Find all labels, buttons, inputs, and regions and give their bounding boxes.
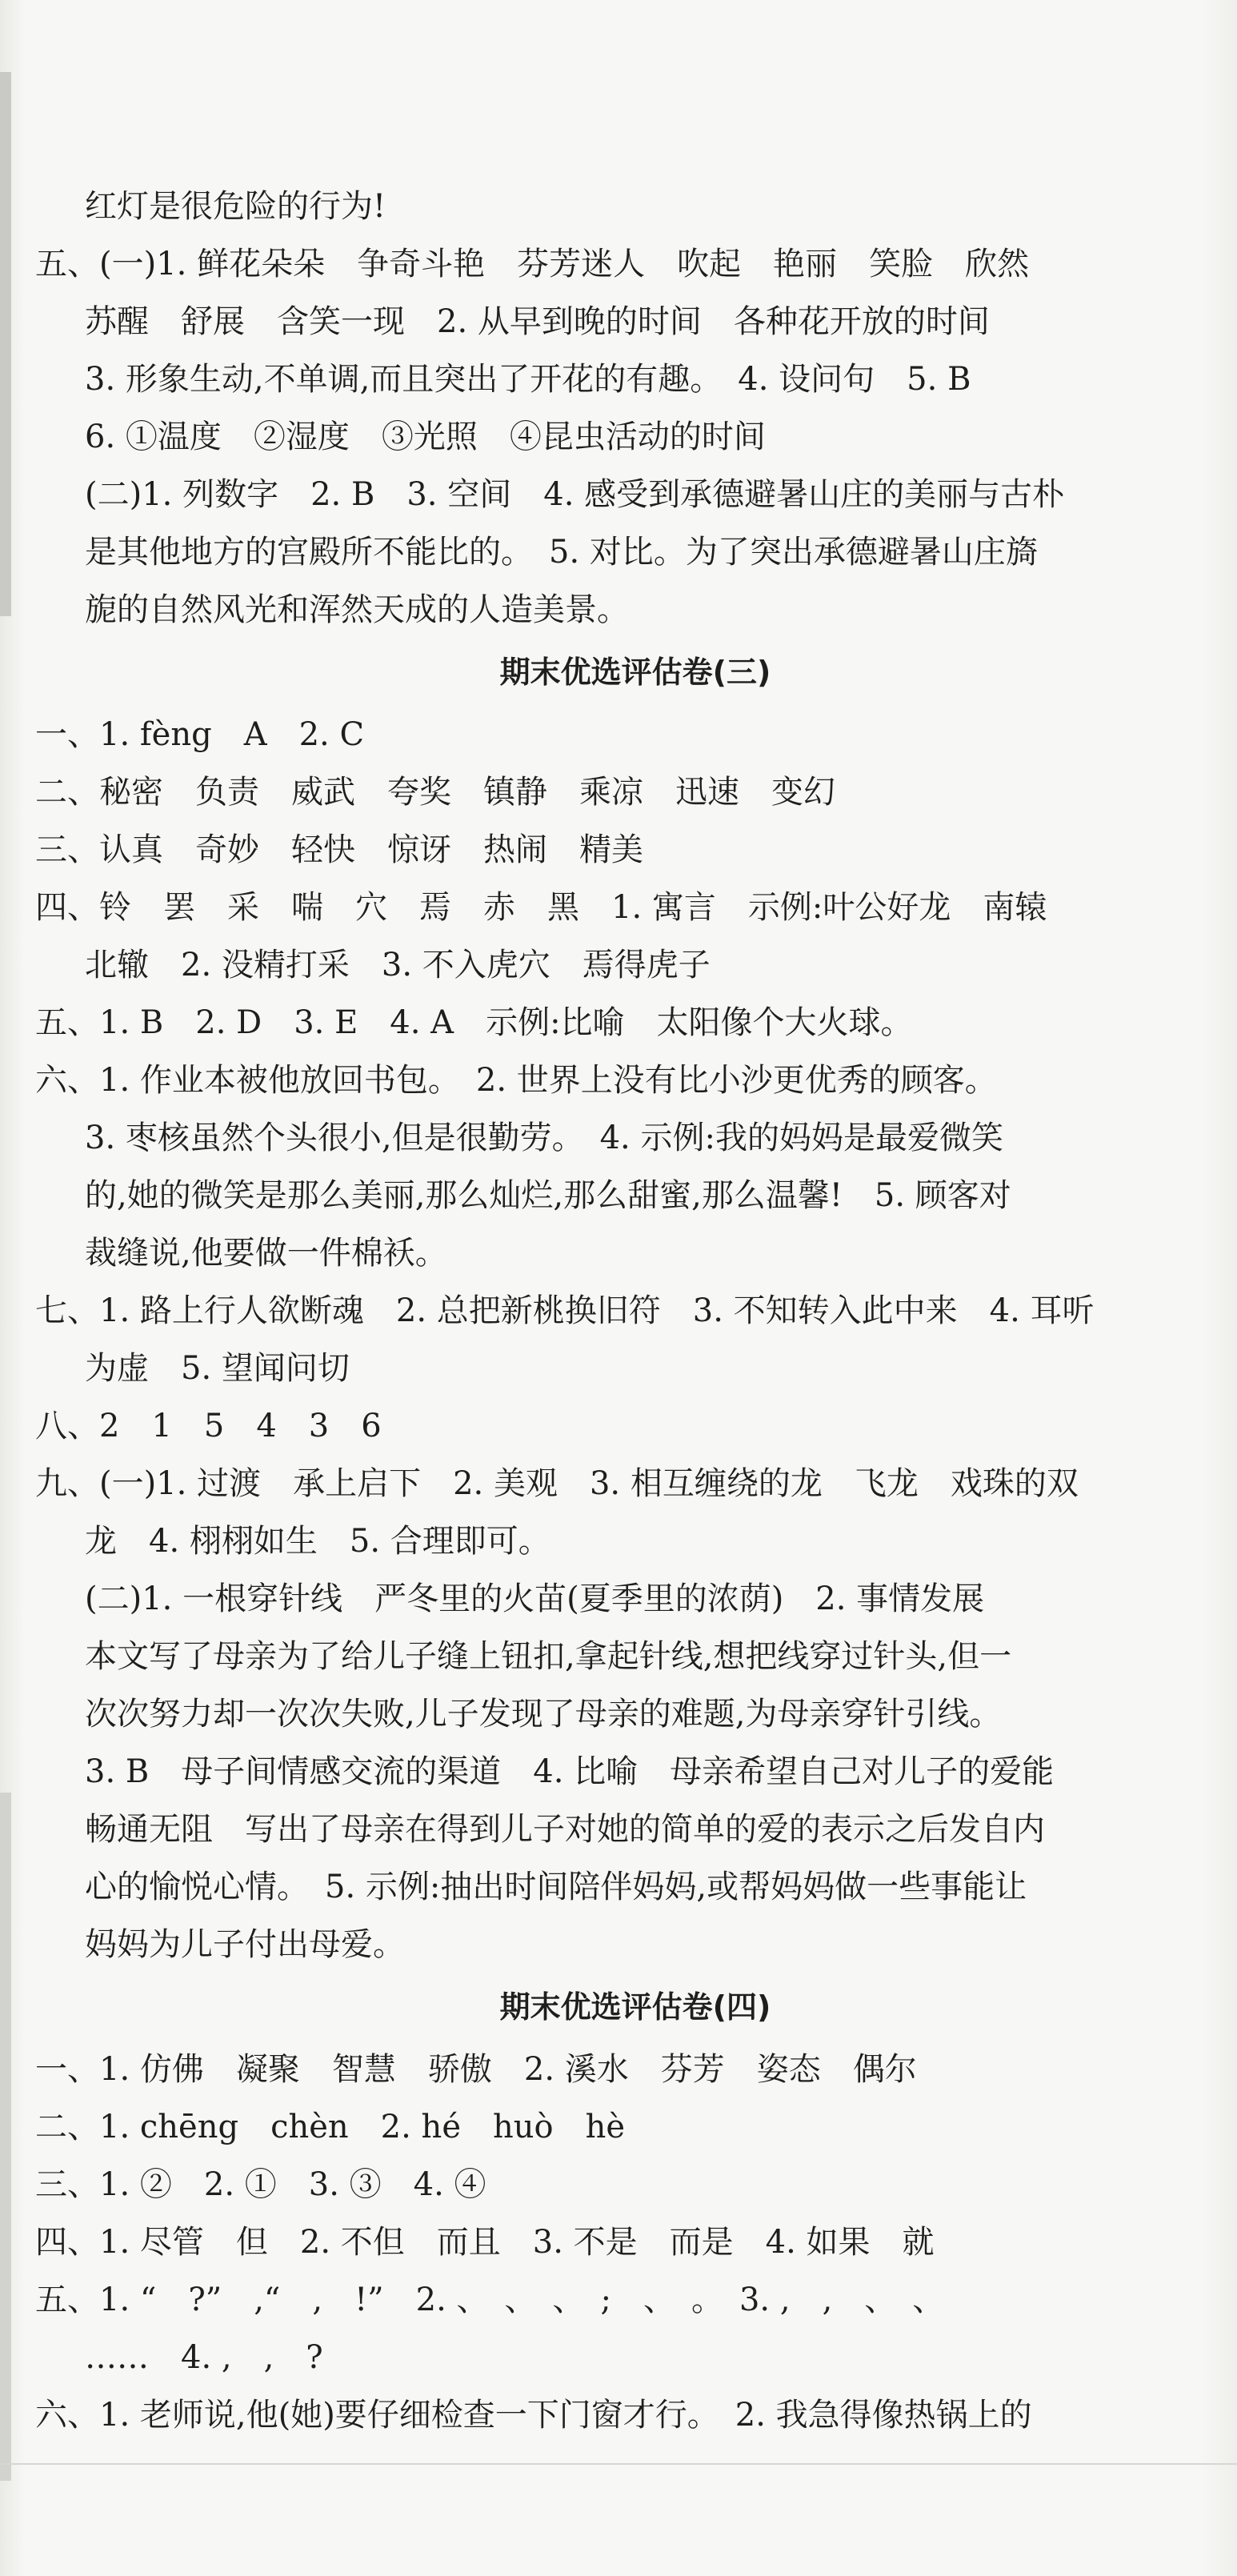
- answer-line: 四、1. 尽管 但 2. 不但 而且 3. 不是 而是 4. 如果 就: [35, 2224, 935, 2261]
- answer-line: 3. B 母子间情感交流的渠道 4. 比喻 母亲希望自己对儿子的爱能: [85, 1753, 1055, 1790]
- answer-line: 苏醒 舒展 含笑一现 2. 从早到晚的时间 各种花开放的时间: [85, 303, 990, 340]
- section-title: 期末优选评估卷(三): [499, 655, 771, 690]
- answer-line: 三、认真 奇妙 轻快 惊讶 热闹 精美: [35, 831, 643, 868]
- answer-line: …… 4. , , ?: [85, 2339, 323, 2376]
- page-edge-shadow: [0, 1793, 11, 2481]
- answer-line: 五、1. “ ?” ,“ , !” 2. 、 、 、 ; 、 。 3. , , 、 、: [35, 2282, 945, 2318]
- answer-line: 七、1. 路上行人欲断魂 2. 总把新桃换旧符 3. 不知转入此中来 4. 耳听: [35, 1292, 1095, 1329]
- answer-line: 本文写了母亲为了给儿子缝上钮扣,拿起针线,想把线穿过针头,但一: [85, 1638, 1012, 1675]
- answer-line: 妈妈为儿子付出母爱。: [85, 1926, 405, 1963]
- answer-line: 四、铃 罢 采 喘 穴 焉 赤 黑 1. 寓言 示例:叶公好龙 南辕: [35, 889, 1047, 926]
- answer-line: 畅通无阻 写出了母亲在得到儿子对她的简单的爱的表示之后发自内: [85, 1811, 1045, 1848]
- answer-line: 六、1. 老师说,他(她)要仔细检查一下门窗才行。 2. 我急得像热锅上的: [35, 2397, 1032, 2434]
- answer-line: (二)1. 列数字 2. B 3. 空间 4. 感受到承德避暑山庄的美丽与古朴: [85, 476, 1065, 513]
- answer-line: 心的愉悦心情。 5. 示例:抽出时间陪伴妈妈,或帮妈妈做一些事能让: [85, 1869, 1027, 1905]
- answer-line: 五、(一)1. 鲜花朵朵 争奇斗艳 芬芳迷人 吹起 艳丽 笑脸 欣然: [35, 246, 1030, 282]
- answer-line: 龙 4. 栩栩如生 5. 合理即可。: [85, 1523, 550, 1560]
- answer-line: 的,她的微笑是那么美丽,那么灿烂,那么甜蜜,那么温馨! 5. 顾客对: [85, 1177, 1011, 1214]
- answer-line: 五、1. B 2. D 3. E 4. A 示例:比喻 太阳像个大火球。: [35, 1004, 913, 1041]
- answer-line: 北辙 2. 没精打采 3. 不入虎穴 焉得虎子: [85, 947, 711, 984]
- page-edge-shadow: [0, 72, 11, 616]
- answer-line: 红灯是很危险的行为!: [85, 188, 386, 225]
- answer-line: 三、1. ② 2. ① 3. ③ 4. ④: [35, 2166, 486, 2203]
- answer-line: 6. ①温度 ②湿度 ③光照 ④昆虫活动的时间: [85, 419, 766, 455]
- section-title: 期末优选评估卷(四): [499, 1989, 771, 2025]
- answer-line: 裁缝说,他要做一件棉袄。: [85, 1235, 447, 1272]
- answer-line: 3. 枣核虽然个头很小,但是很勤劳。 4. 示例:我的妈妈是最爱微笑: [85, 1120, 1003, 1156]
- answer-line: 二、秘密 负责 威武 夸奖 镇静 乘凉 迅速 变幻: [35, 774, 835, 811]
- bottom-divider: [0, 2463, 1237, 2465]
- answer-line: 二、1. chēng chèn 2. hé huò hè: [35, 2109, 626, 2145]
- answer-line: 3. 形象生动,不单调,而且突出了开花的有趣。 4. 设问句 5. B: [85, 361, 971, 398]
- answer-content: [35, 178, 1187, 2444]
- answer-line: 九、(一)1. 过渡 承上启下 2. 美观 3. 相互缠绕的龙 飞龙 戏珠的双: [35, 1465, 1079, 1502]
- answer-line: 一、1. fèng A 2. C: [35, 716, 365, 753]
- answer-line: 是其他地方的宫殿所不能比的。 5. 对比。为了突出承德避暑山庄旖: [85, 534, 1038, 571]
- answer-line: 六、1. 作业本被他放回书包。 2. 世界上没有比小沙更优秀的顾客。: [35, 1062, 997, 1099]
- answer-line: 次次努力却一次次失败,儿子发现了母亲的难题,为母亲穿针引线。: [85, 1696, 1002, 1733]
- answer-line: (二)1. 一根穿针线 严冬里的火苗(夏季里的浓荫) 2. 事情发展: [85, 1580, 985, 1617]
- answer-line: 八、2 1 5 4 3 6: [35, 1408, 382, 1444]
- answer-line: 为虚 5. 望闻问切: [85, 1350, 350, 1387]
- answer-line: 旎的自然风光和浑然天成的人造美景。: [85, 591, 629, 628]
- answer-line: 一、1. 仿佛 凝聚 智慧 骄傲 2. 溪水 芬芳 姿态 偶尔: [35, 2051, 917, 2088]
